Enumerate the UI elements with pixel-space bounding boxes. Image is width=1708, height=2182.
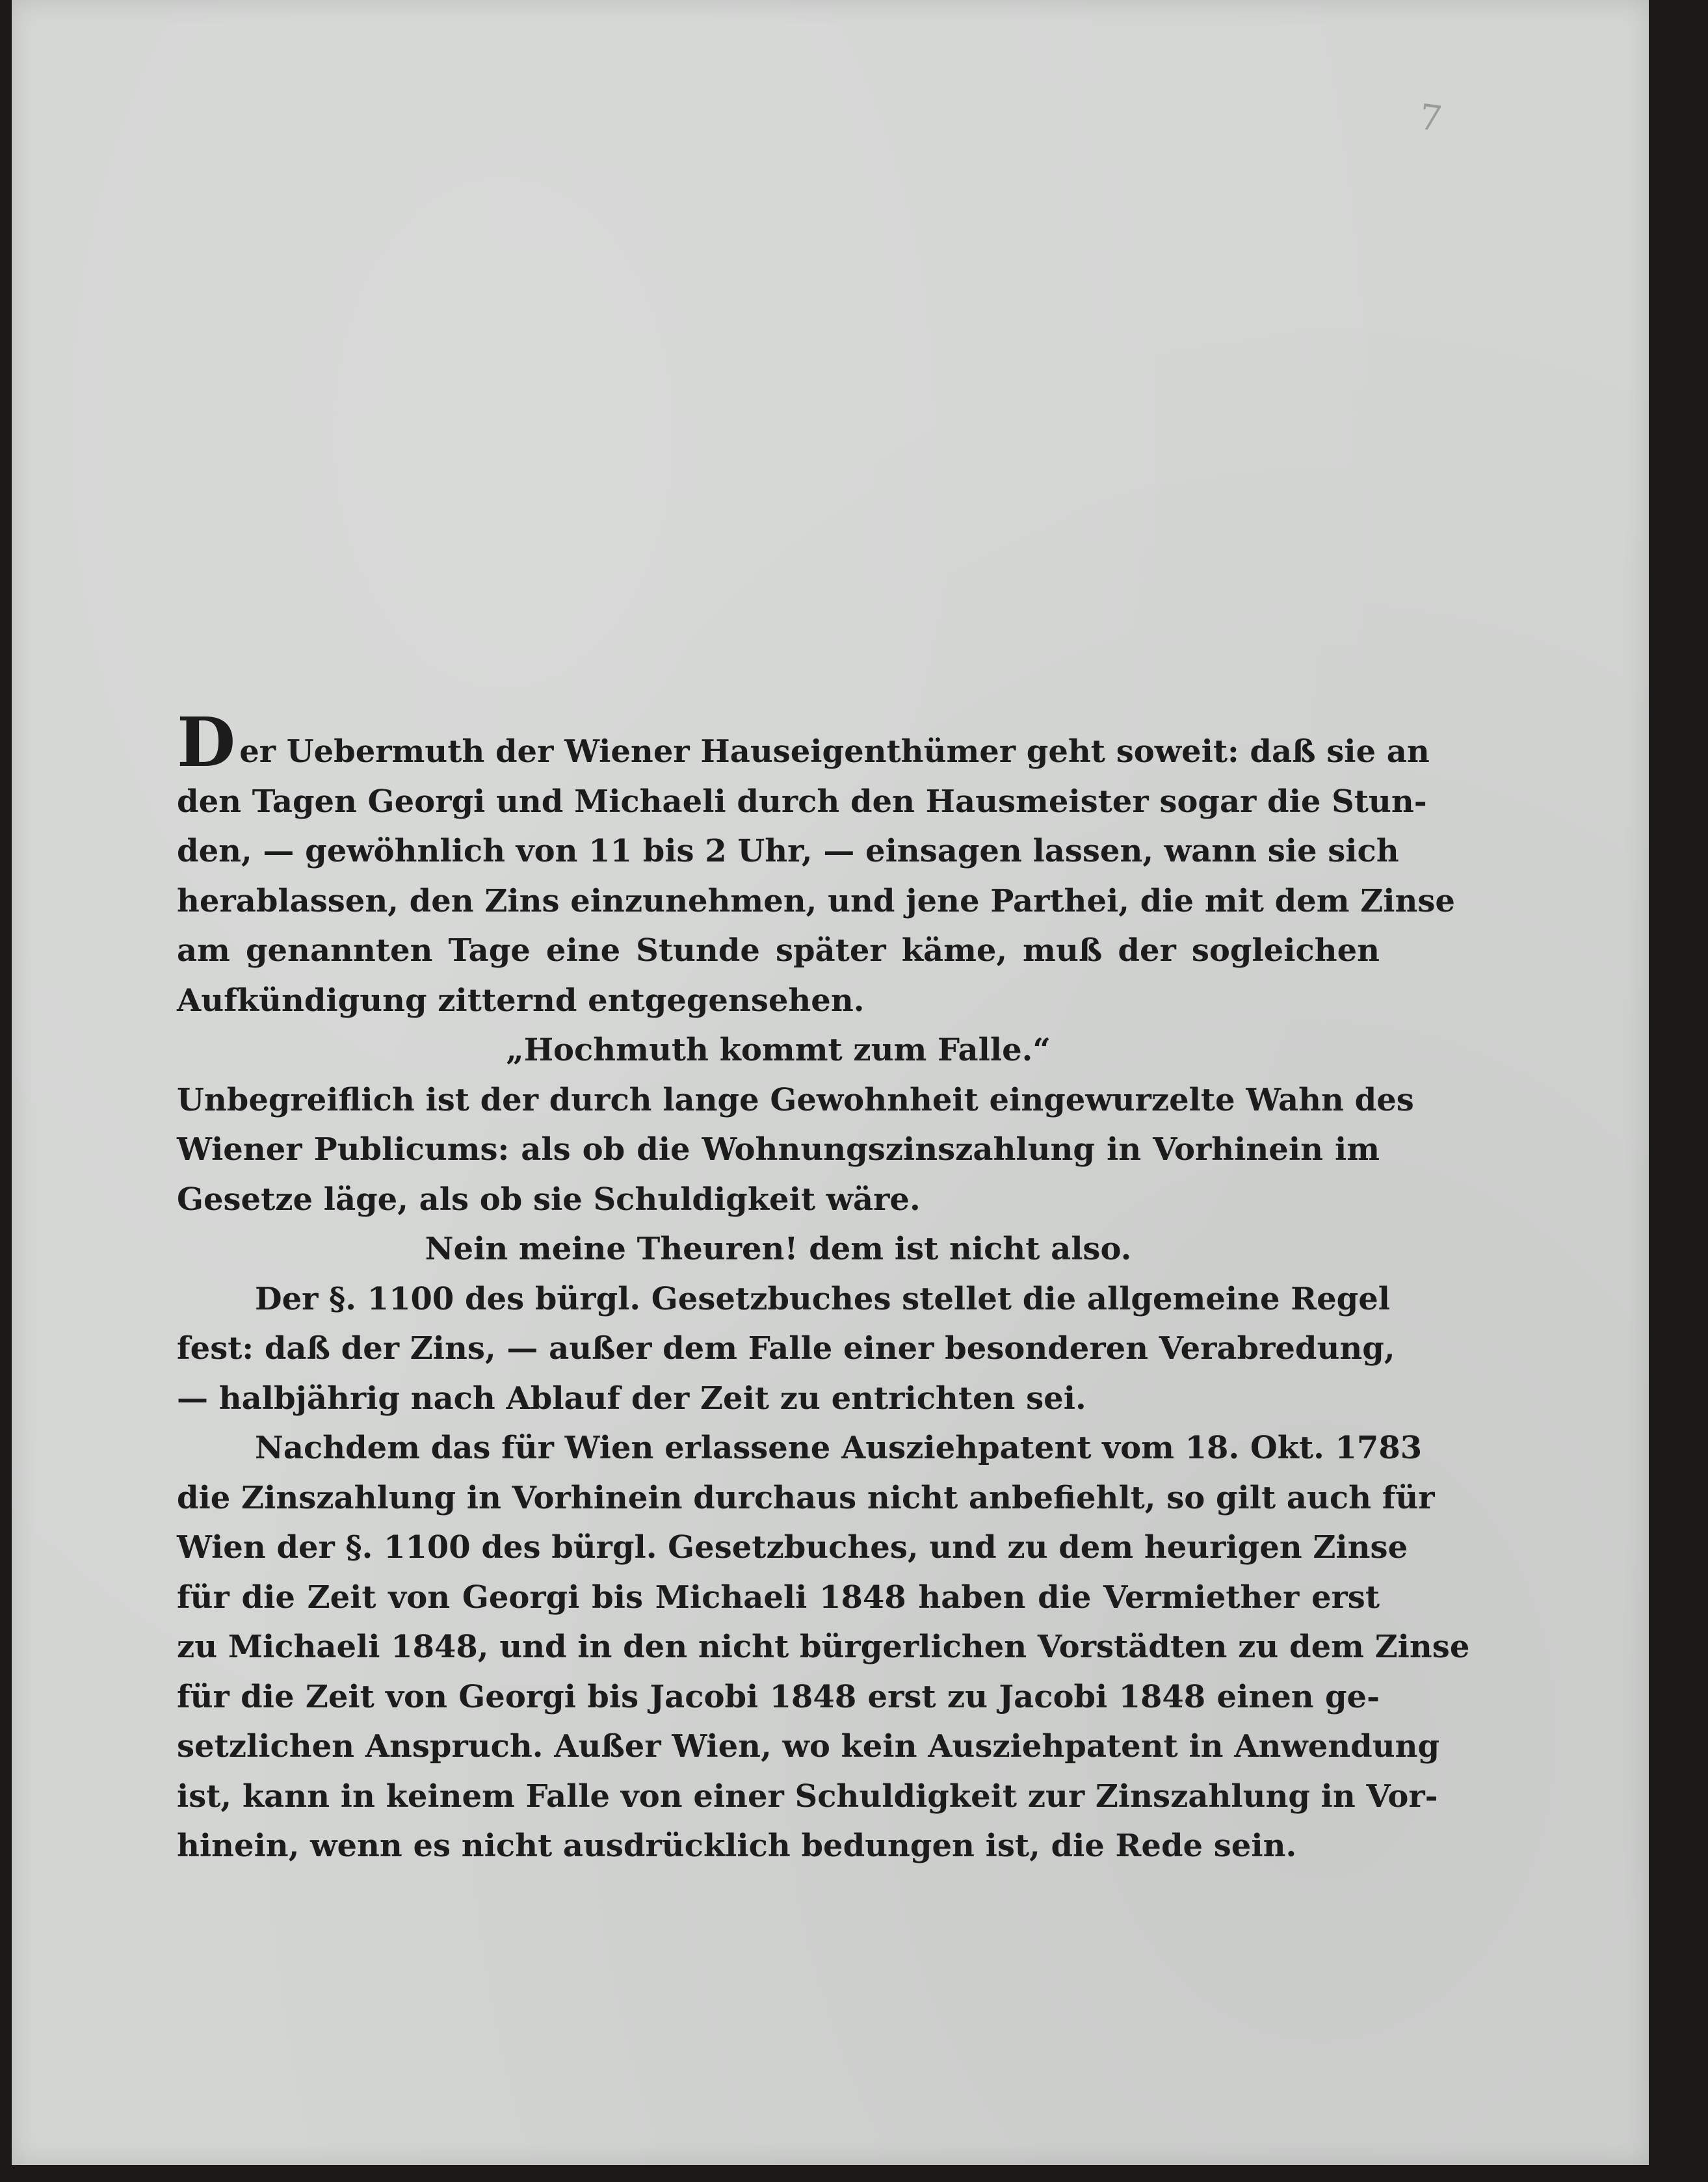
text-line: hinein, wenn es nicht ausdrücklich bedungen ist, die Rede sein.: [177, 1828, 1297, 1864]
text-line: herablassen, den Zins einzunehmen, und jene Parthei, die mit dem Zinse: [177, 882, 1455, 919]
text-line: Aufkündigung zitternd entgegensehen.: [177, 982, 865, 1019]
text-line: Unbegreiflich ist der durch lange Gewohnheit eingewurzelte Wahn des: [177, 1081, 1414, 1118]
text-line: den Tagen Georgi und Michaeli durch den Hausmeister sogar die Stun-: [177, 783, 1427, 820]
paragraph-1: [177, 702, 1455, 1025]
paragraph-3: [177, 1274, 1395, 1424]
paragraph-4: [177, 1423, 1470, 1871]
text-line: für die Zeit von Georgi bis Jacobi 1848 erst zu Jacobi 1848 einen ge-: [177, 1678, 1380, 1715]
text-line: [177, 702, 1430, 782]
text-line: zu Michaeli 1848, und in den nicht bürgerlichen Vorstädten zu dem Zinse: [177, 1629, 1470, 1665]
text-line: Wien der §. 1100 des bürgl. Gesetzbuches, und zu dem heurigen Zinse: [177, 1529, 1408, 1566]
text-line: Wiener Publicums: als ob die Wohnungszinszahlung in Vorhinein im: [177, 1131, 1380, 1168]
text-line: für die Zeit von Georgi bis Michaeli 1848 haben die Vermiether erst: [177, 1579, 1380, 1616]
body-text: [177, 702, 1470, 1871]
text-line: ist, kann in keinem Falle von einer Schuldigkeit zur Zinszahlung in Vor-: [177, 1778, 1438, 1815]
document-page: [12, 0, 1649, 2165]
text-line: Nachdem das für Wien erlassene Ausziehpatent vom 18. Okt. 1783: [255, 1430, 1423, 1466]
text-line: Der §. 1100 des bürgl. Gesetzbuches stellet die allgemeine Regel: [255, 1280, 1390, 1317]
text-line: — halbjährig nach Ablauf der Zeit zu entrichten sei.: [177, 1380, 1086, 1417]
text-line: den, — gewöhnlich von 11 bis 2 Uhr, — einsagen lassen, wann sie sich: [177, 833, 1399, 869]
text-line: Gesetze läge, als ob sie Schuldigkeit wäre.: [177, 1181, 921, 1218]
paragraph-2: [177, 1075, 1414, 1225]
text-line: fest: daß der Zins, — außer dem Falle einer besonderen Verabredung,: [177, 1330, 1395, 1367]
text-line: setzlichen Anspruch. Außer Wien, wo kein Ausziehpatent in Anwendung: [177, 1728, 1440, 1765]
text-line-content: er Uebermuth der Wiener Hauseigenthümer geht soweit: daß sie an: [239, 733, 1430, 770]
page-number: 7: [1416, 96, 1445, 140]
motto: „Hochmuth kommt zum Falle.“: [506, 1032, 1051, 1068]
drop-cap: D: [177, 702, 236, 782]
exclamation: Nein meine Theuren! dem ist nicht also.: [425, 1231, 1132, 1267]
text-line: am genannten Tage eine Stunde später käme, muß der sogleichen: [177, 932, 1380, 969]
text-line: die Zinszahlung in Vorhinein durchaus nicht anbefiehlt, so gilt auch für: [177, 1479, 1435, 1516]
